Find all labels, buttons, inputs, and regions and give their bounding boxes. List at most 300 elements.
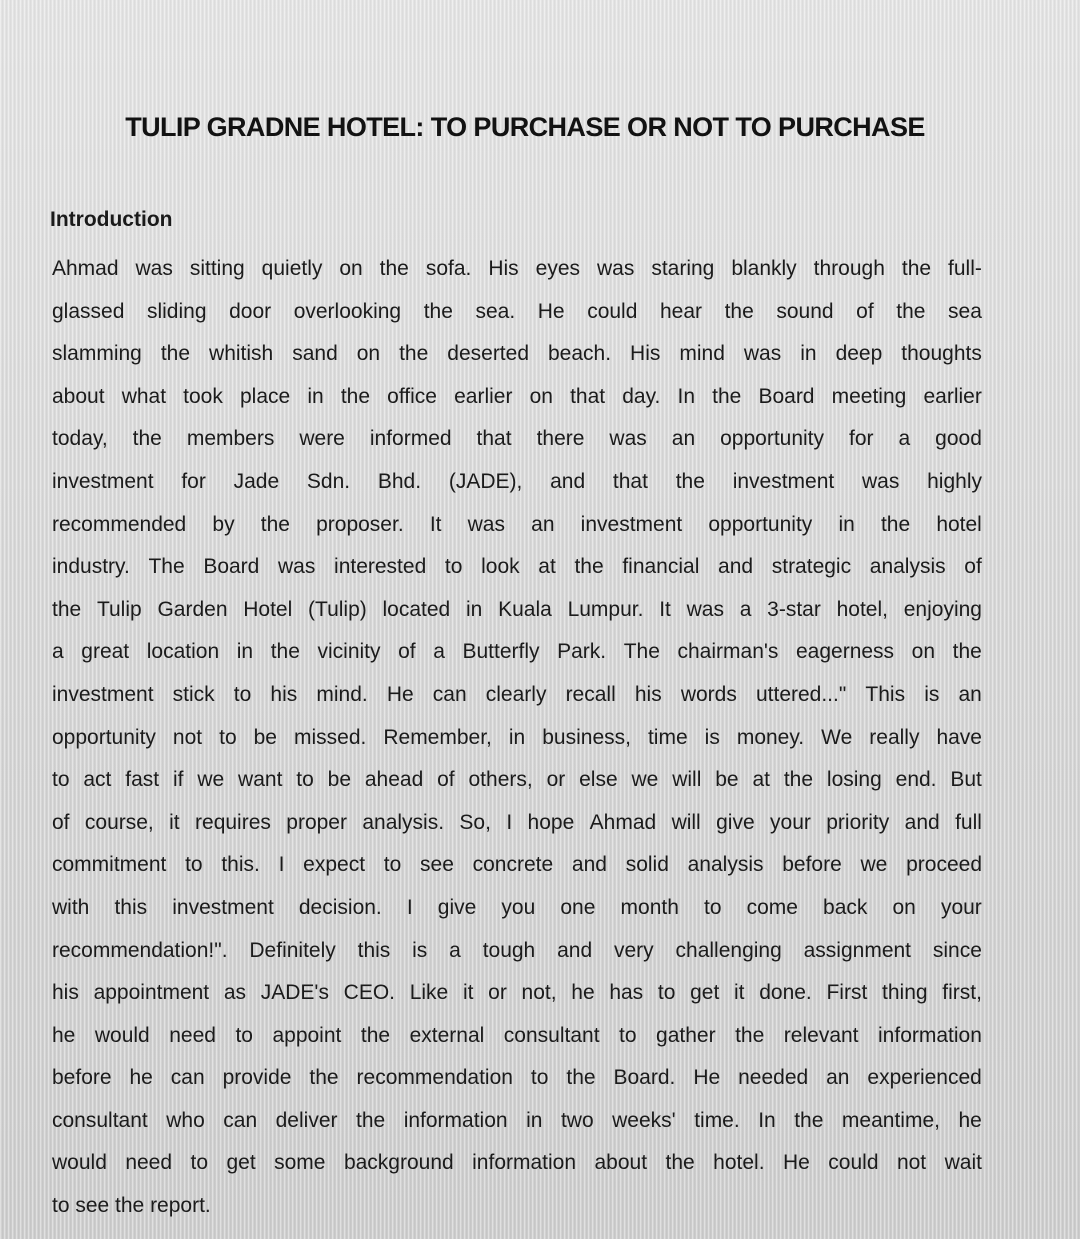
word: In bbox=[758, 1108, 776, 1132]
word: to bbox=[233, 682, 252, 706]
word: on bbox=[339, 257, 363, 280]
word: or bbox=[488, 981, 507, 1005]
word: an bbox=[531, 512, 555, 536]
word: not bbox=[896, 1151, 927, 1175]
word: course, bbox=[84, 810, 154, 834]
word: analysis. bbox=[362, 810, 445, 834]
word: JADE's bbox=[260, 981, 329, 1005]
word: mind bbox=[679, 342, 725, 366]
word: in bbox=[307, 384, 324, 408]
word: solid bbox=[625, 853, 669, 877]
word: he bbox=[571, 981, 595, 1005]
word: clearly bbox=[485, 682, 547, 706]
word: This bbox=[865, 682, 906, 706]
word: business, bbox=[542, 725, 631, 749]
word: (JADE), bbox=[448, 469, 523, 493]
word: wait bbox=[944, 1151, 982, 1175]
word: proper bbox=[286, 810, 347, 834]
word: have bbox=[936, 725, 982, 749]
word: door bbox=[229, 299, 272, 323]
word: an bbox=[671, 427, 696, 451]
word: deserted bbox=[447, 342, 530, 366]
word: His bbox=[630, 342, 661, 366]
word: sound bbox=[776, 299, 834, 323]
word: stick bbox=[172, 682, 215, 706]
word: external bbox=[409, 1023, 485, 1047]
word: of bbox=[964, 555, 982, 579]
word: a bbox=[739, 597, 752, 621]
paragraph-line bbox=[52, 631, 982, 674]
word: would bbox=[52, 1151, 107, 1175]
word: the bbox=[712, 384, 742, 408]
word: So, bbox=[459, 810, 491, 834]
word: the bbox=[952, 640, 982, 664]
word: this bbox=[114, 895, 148, 919]
word: not bbox=[172, 725, 203, 749]
introduction-paragraph bbox=[52, 248, 982, 1228]
word: and bbox=[718, 555, 754, 579]
word: to bbox=[530, 1066, 549, 1090]
word: to bbox=[185, 853, 203, 877]
word: the bbox=[735, 1023, 765, 1047]
word: the bbox=[675, 469, 705, 493]
word: get bbox=[690, 981, 720, 1005]
word: interested bbox=[334, 555, 427, 579]
word: appoint bbox=[272, 1023, 342, 1047]
word: Park. bbox=[557, 640, 607, 664]
word: eagerness bbox=[795, 640, 895, 664]
paragraph-line bbox=[52, 589, 982, 632]
word: of bbox=[52, 810, 70, 834]
word: He bbox=[693, 1066, 721, 1090]
word: of bbox=[856, 299, 874, 323]
word: deep bbox=[835, 342, 883, 366]
word: fast bbox=[125, 768, 160, 792]
word: challenging bbox=[675, 938, 782, 962]
word: recommendation bbox=[356, 1066, 513, 1090]
word: expect bbox=[303, 853, 366, 877]
word: has bbox=[609, 981, 644, 1005]
word: can bbox=[223, 1108, 258, 1132]
word: concrete bbox=[472, 853, 554, 877]
word: need bbox=[169, 1023, 216, 1047]
word: the bbox=[724, 299, 754, 323]
word: to bbox=[219, 725, 237, 749]
word: hope bbox=[527, 810, 575, 834]
word: else bbox=[579, 768, 618, 792]
paragraph-line bbox=[52, 546, 982, 589]
paragraph-line bbox=[52, 333, 982, 376]
word: to bbox=[52, 768, 70, 792]
paragraph-line bbox=[52, 1057, 982, 1100]
word: is bbox=[924, 682, 940, 706]
word: Butterfly bbox=[462, 640, 540, 664]
word: as bbox=[223, 981, 247, 1005]
word: to bbox=[703, 895, 722, 919]
word: was bbox=[862, 469, 900, 493]
word: to bbox=[235, 1023, 253, 1047]
word: with bbox=[52, 895, 90, 919]
word: Board bbox=[203, 555, 260, 579]
word: consultant bbox=[52, 1108, 148, 1132]
word: and bbox=[557, 938, 593, 962]
word: the bbox=[665, 1151, 695, 1175]
word: information bbox=[878, 1023, 982, 1047]
word: In bbox=[677, 384, 695, 408]
word: in bbox=[236, 640, 254, 664]
word: tough bbox=[482, 938, 536, 962]
word: informed bbox=[369, 427, 452, 451]
word: recommendation!". bbox=[52, 938, 228, 962]
word: enjoying bbox=[903, 597, 982, 621]
word: hotel. bbox=[713, 1151, 765, 1175]
word: could bbox=[828, 1151, 879, 1175]
word: I bbox=[278, 853, 285, 877]
word: the bbox=[880, 512, 911, 536]
word: come bbox=[746, 895, 798, 919]
word: was bbox=[743, 342, 782, 366]
word: information bbox=[403, 1108, 508, 1132]
paragraph-line bbox=[52, 717, 982, 760]
word: we bbox=[197, 768, 225, 792]
word: the bbox=[901, 257, 932, 280]
word: eyes bbox=[535, 257, 581, 280]
word: located bbox=[382, 597, 451, 621]
paragraph-line bbox=[52, 504, 982, 547]
word: It bbox=[659, 597, 671, 621]
word: the bbox=[794, 1108, 824, 1132]
word: opportunity bbox=[708, 512, 813, 536]
word: his bbox=[270, 682, 298, 706]
word: beach. bbox=[548, 342, 612, 366]
word: Hotel bbox=[243, 597, 293, 621]
word: of bbox=[398, 640, 416, 664]
word: vicinity bbox=[317, 640, 381, 664]
paragraph-line bbox=[52, 248, 982, 291]
word: money. bbox=[736, 725, 805, 749]
word: that bbox=[570, 384, 606, 408]
word: thoughts bbox=[901, 342, 982, 366]
word: the bbox=[260, 512, 290, 536]
word: He bbox=[386, 682, 414, 706]
word: recall bbox=[565, 682, 616, 706]
word: the bbox=[52, 597, 82, 621]
word: deliver bbox=[275, 1108, 338, 1132]
word: in bbox=[508, 725, 526, 749]
word: look bbox=[481, 555, 520, 579]
word: the bbox=[379, 257, 409, 280]
word: there bbox=[536, 427, 585, 451]
word: on bbox=[911, 640, 936, 664]
word: to bbox=[296, 768, 314, 792]
word: full- bbox=[948, 257, 982, 280]
paragraph-line bbox=[52, 802, 982, 845]
word: needed bbox=[738, 1066, 809, 1090]
word: before bbox=[782, 853, 842, 877]
word: hotel, bbox=[836, 597, 888, 621]
word: whitish bbox=[209, 342, 274, 366]
word: his bbox=[634, 682, 662, 706]
word: what bbox=[121, 384, 167, 408]
word: information bbox=[472, 1151, 577, 1175]
word: sliding bbox=[146, 299, 207, 323]
word: to bbox=[383, 853, 402, 877]
word: he bbox=[958, 1108, 982, 1132]
word: was bbox=[135, 257, 173, 280]
word: want bbox=[238, 768, 283, 792]
paragraph-line bbox=[52, 759, 982, 802]
word: analysis bbox=[869, 555, 946, 579]
word: were bbox=[299, 427, 345, 451]
word: by bbox=[212, 512, 235, 536]
word: need bbox=[125, 1151, 173, 1175]
word: relevant bbox=[783, 1023, 859, 1047]
word: to bbox=[444, 555, 463, 579]
paragraph-line bbox=[52, 887, 982, 930]
paragraph-line bbox=[52, 1100, 982, 1143]
word: recommended bbox=[52, 512, 187, 536]
word: who bbox=[166, 1108, 205, 1132]
paragraph-line bbox=[52, 1142, 982, 1185]
word: some bbox=[274, 1151, 326, 1175]
word: time bbox=[647, 725, 688, 749]
word: his bbox=[52, 981, 79, 1005]
word: give bbox=[437, 895, 477, 919]
word: He bbox=[537, 299, 565, 323]
word: appointment bbox=[93, 981, 210, 1005]
word: weeks' bbox=[612, 1108, 676, 1132]
word: slamming bbox=[52, 342, 142, 366]
word: Ahmad bbox=[52, 257, 119, 280]
word: The bbox=[148, 555, 185, 579]
word: before bbox=[52, 1066, 112, 1090]
word: and bbox=[571, 853, 607, 877]
word: decision. bbox=[298, 895, 382, 919]
word: end. bbox=[895, 768, 937, 792]
word: to bbox=[619, 1023, 637, 1047]
word: since bbox=[932, 938, 982, 962]
word: priority bbox=[826, 810, 890, 834]
word: Remember, bbox=[383, 725, 492, 749]
paragraph-line bbox=[52, 291, 982, 334]
word: this. bbox=[221, 853, 260, 877]
word: we bbox=[860, 853, 888, 877]
word: it bbox=[169, 810, 180, 834]
word: His bbox=[488, 257, 519, 280]
document-title: TULIP GRADNE HOTEL: TO PURCHASE OR NOT TO PURCHASE bbox=[125, 112, 925, 142]
word: members bbox=[186, 427, 275, 451]
word: is bbox=[412, 938, 428, 962]
word: the bbox=[566, 1066, 596, 1090]
word: the bbox=[783, 768, 814, 792]
word: the bbox=[309, 1066, 339, 1090]
word: First bbox=[826, 981, 868, 1005]
word: great bbox=[81, 640, 130, 664]
word: a bbox=[449, 938, 461, 962]
word: analysis bbox=[687, 853, 764, 877]
word: We bbox=[821, 725, 853, 749]
word: was bbox=[686, 597, 724, 621]
word: investment bbox=[580, 512, 683, 536]
word: Sdn. bbox=[306, 469, 351, 493]
word: ahead bbox=[364, 768, 424, 792]
paragraph-line bbox=[52, 930, 982, 973]
word: your bbox=[940, 895, 982, 919]
word: meeting bbox=[831, 384, 907, 408]
word: to bbox=[190, 1151, 209, 1175]
word: Like bbox=[409, 981, 449, 1005]
word: the bbox=[896, 299, 926, 323]
word: in bbox=[526, 1108, 543, 1132]
word: really bbox=[869, 725, 920, 749]
word: the bbox=[356, 1108, 386, 1132]
word: very bbox=[613, 938, 654, 962]
word: CEO. bbox=[343, 981, 395, 1005]
word: day. bbox=[622, 384, 661, 408]
word: your bbox=[770, 810, 811, 834]
paragraph-line bbox=[52, 674, 982, 717]
word: that bbox=[612, 469, 648, 493]
word: be bbox=[327, 768, 351, 792]
word: give bbox=[716, 810, 755, 834]
word: on bbox=[529, 384, 553, 408]
word: others, bbox=[468, 768, 533, 792]
word: sitting bbox=[189, 257, 245, 280]
word: a bbox=[433, 640, 445, 664]
word: Tulip bbox=[96, 597, 142, 621]
paragraph-line bbox=[52, 1015, 982, 1058]
word: the bbox=[340, 384, 371, 408]
word: full bbox=[955, 810, 982, 834]
word: investment bbox=[732, 469, 835, 493]
word: office bbox=[387, 384, 437, 408]
word: background bbox=[343, 1151, 454, 1175]
word: consultant bbox=[503, 1023, 600, 1047]
word: But bbox=[950, 768, 982, 792]
word: commitment bbox=[52, 853, 167, 877]
word: missed. bbox=[293, 725, 367, 749]
word: experienced bbox=[867, 1066, 982, 1090]
word: this bbox=[357, 938, 391, 962]
word: investment bbox=[172, 895, 274, 919]
word: 3-star bbox=[767, 597, 821, 621]
word: you bbox=[501, 895, 536, 919]
word: hotel bbox=[936, 512, 982, 536]
word: an bbox=[958, 682, 982, 706]
word: for bbox=[181, 469, 206, 493]
word: Bhd. bbox=[377, 469, 422, 493]
word: will bbox=[672, 768, 702, 792]
word: industry. bbox=[52, 555, 130, 579]
word: we bbox=[631, 768, 659, 792]
word: that bbox=[476, 427, 512, 451]
word: losing bbox=[826, 768, 882, 792]
word: one bbox=[560, 895, 596, 919]
word: about bbox=[52, 384, 105, 408]
word: could bbox=[587, 299, 638, 323]
word: he bbox=[52, 1023, 76, 1047]
word: Board bbox=[758, 384, 815, 408]
word: I bbox=[406, 895, 413, 919]
word: investment bbox=[52, 682, 154, 706]
word: The bbox=[623, 640, 660, 664]
word: sea bbox=[948, 299, 982, 323]
word: was bbox=[596, 257, 635, 280]
word: to bbox=[657, 981, 676, 1005]
word: an bbox=[826, 1066, 850, 1090]
word: if bbox=[172, 768, 184, 792]
paragraph-line-last: to see the report. bbox=[52, 1194, 211, 1218]
word: the bbox=[423, 299, 453, 323]
word: back bbox=[823, 895, 868, 919]
word: see bbox=[420, 853, 454, 877]
word: will bbox=[671, 810, 701, 834]
word: Ahmad bbox=[589, 810, 657, 834]
word: today, bbox=[52, 427, 108, 451]
word: would bbox=[94, 1023, 150, 1047]
word: is bbox=[704, 725, 720, 749]
word: mind. bbox=[316, 682, 368, 706]
word: glassed bbox=[52, 299, 125, 323]
word: at bbox=[752, 768, 770, 792]
word: on bbox=[892, 895, 916, 919]
word: in bbox=[800, 342, 817, 366]
word: earlier bbox=[454, 384, 513, 408]
word: can bbox=[170, 1066, 205, 1090]
word: location bbox=[146, 640, 220, 664]
word: the bbox=[132, 427, 162, 451]
word: the bbox=[574, 555, 604, 579]
word: highly bbox=[927, 469, 982, 493]
word: assignment bbox=[803, 938, 912, 962]
word: in bbox=[838, 512, 855, 536]
word: for bbox=[849, 427, 874, 451]
word: hear bbox=[659, 299, 702, 323]
word: of bbox=[437, 768, 455, 792]
word: sofa. bbox=[425, 257, 472, 280]
word: on bbox=[356, 342, 381, 366]
word: He bbox=[782, 1151, 810, 1175]
word: be bbox=[253, 725, 277, 749]
word: at bbox=[538, 555, 556, 579]
word: uttered..." bbox=[755, 682, 847, 706]
word: a bbox=[898, 427, 911, 451]
word: or bbox=[546, 768, 566, 792]
word: Garden bbox=[157, 597, 228, 621]
word: the bbox=[270, 640, 300, 664]
word: and bbox=[904, 810, 940, 834]
word: it bbox=[734, 981, 745, 1005]
word: It bbox=[429, 512, 442, 536]
word: blankly bbox=[731, 257, 797, 280]
word: thing bbox=[882, 981, 928, 1005]
word: first, bbox=[942, 981, 982, 1005]
word: act bbox=[83, 768, 112, 792]
word: month bbox=[620, 895, 679, 919]
word: was bbox=[467, 512, 505, 536]
word: Jade bbox=[233, 469, 280, 493]
word: quietly bbox=[261, 257, 323, 280]
word: time. bbox=[694, 1108, 740, 1132]
word: good bbox=[935, 427, 982, 451]
paragraph-line bbox=[52, 461, 982, 504]
word: requires bbox=[195, 810, 271, 834]
word: proceed bbox=[906, 853, 982, 877]
word: the bbox=[160, 342, 191, 366]
word: place bbox=[240, 384, 291, 408]
paragraph-line bbox=[52, 376, 982, 419]
word: the bbox=[360, 1023, 391, 1047]
